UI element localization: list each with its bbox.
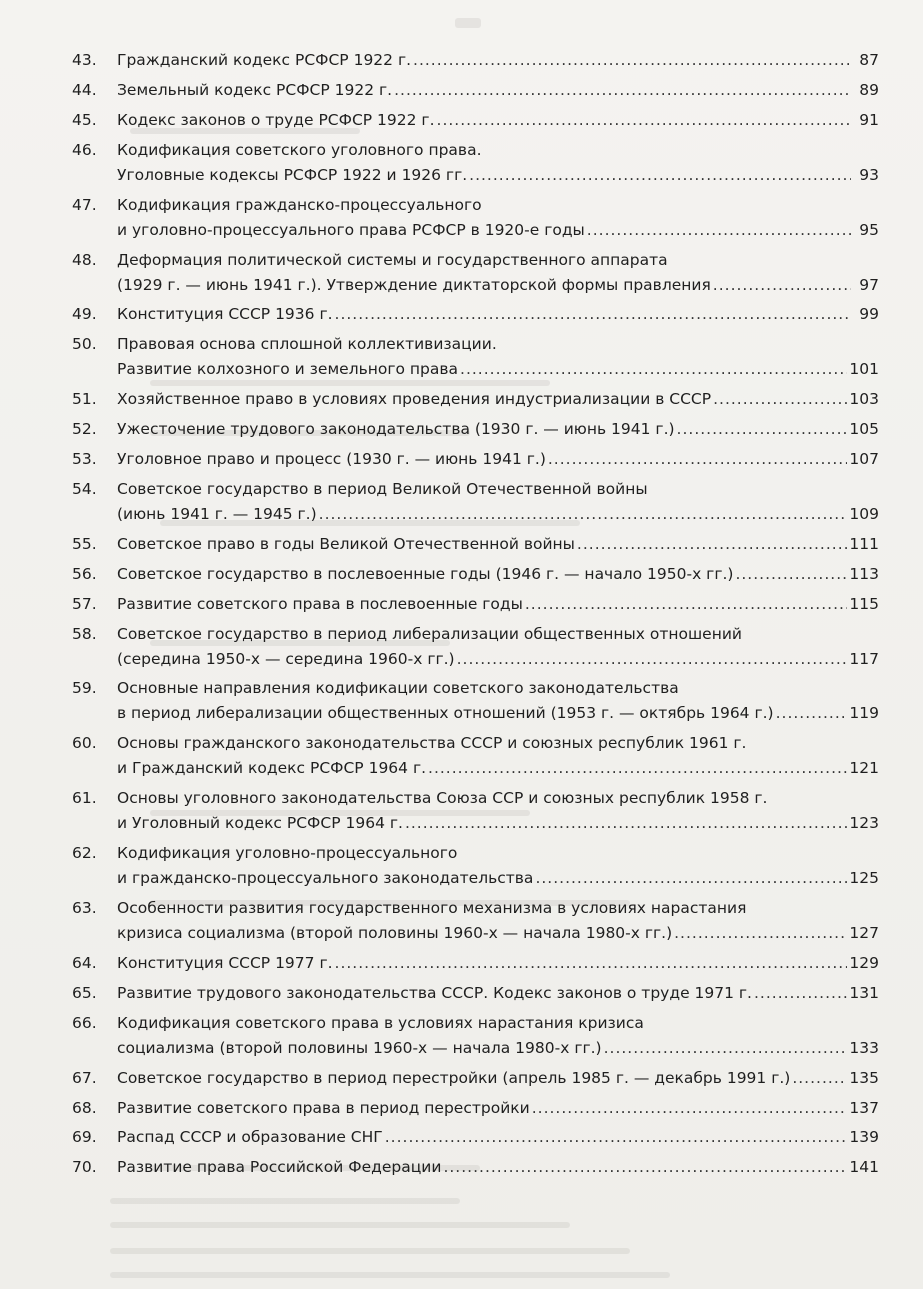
toc-page-number: 129	[849, 953, 879, 972]
toc-entry-title: Развитие советского права в период перестройки	[117, 1098, 530, 1117]
dot-leader	[677, 417, 848, 442]
toc-page-number: 111	[849, 534, 879, 553]
toc-entry-number: 59.	[72, 679, 97, 698]
toc-entry-number: 64.	[72, 953, 97, 972]
toc-page-number: 131	[849, 983, 879, 1002]
toc-entry-title: Уголовное право и процесс (1930 г. — июнь 1941 г.)	[117, 450, 546, 468]
toc-entry-number: 63.	[72, 899, 97, 917]
toc-entry-title: Хозяйственное право в условиях проведения индустриализации в СССР	[117, 390, 712, 409]
toc-entry-number: 62.	[72, 844, 97, 863]
toc-entry[interactable]	[0, 1011, 923, 1061]
toc-entry-number: 67.	[72, 1068, 97, 1087]
toc-entry-title: Правовая основа сплошной коллективизации.	[117, 335, 497, 354]
toc-entry-number: 50.	[72, 335, 97, 354]
toc-page-number: 141	[849, 1158, 879, 1177]
toc-entry-title: Развитие колхозного и земельного права	[117, 360, 459, 379]
toc-entry-title: Кодекс законов о труде РСФСР 1922 г.	[117, 110, 435, 129]
dot-leader	[548, 447, 848, 472]
toc-entry[interactable]	[0, 896, 923, 946]
toc-entry[interactable]	[0, 387, 923, 412]
toc-entry-title: Кодификация гражданско-процессуального	[117, 195, 482, 214]
toc-entry-title: и уголовно-процессуального права РСФСР в 1920-е годы	[117, 220, 585, 239]
toc-entry[interactable]	[0, 676, 923, 726]
toc-entry-number: 52.	[72, 420, 97, 439]
toc-entry-title: в период либерализации общественных отношений (1953 г. — октябрь 1964 г.)	[117, 704, 774, 723]
toc-page-number: 121	[849, 759, 879, 778]
toc-page-number: 89	[859, 80, 879, 99]
toc-entry[interactable]	[0, 1096, 923, 1121]
dot-leader	[405, 811, 847, 836]
dot-leader	[532, 1096, 848, 1121]
toc-entry-number: 53.	[72, 450, 97, 468]
toc-entry-number: 46.	[72, 140, 97, 159]
toc-entry-title: и Уголовный кодекс РСФСР 1964 г.	[117, 814, 403, 833]
toc-entry[interactable]	[0, 248, 923, 298]
toc-entry-title: Особенности развития государственного механизма в условиях нарастания	[117, 899, 747, 917]
toc-entry-title: Кодификация советского уголовного права.	[117, 140, 482, 159]
toc-page-number: 135	[849, 1068, 879, 1087]
dot-leader	[413, 48, 851, 73]
dot-leader	[457, 647, 848, 672]
toc-entry-title: (середина 1950-х — середина 1960-х гг.)	[117, 649, 455, 668]
dot-leader	[335, 302, 851, 327]
toc-entry-title: Советское государство в период либерализации общественных отношений	[117, 624, 742, 643]
toc-entry-title: Ужесточение трудового законодательства (1930 г. — июнь 1941 г.)	[117, 420, 675, 439]
toc-entry-title: Конституция СССР 1936 г.	[117, 305, 333, 324]
toc-entry-number: 44.	[72, 80, 97, 99]
toc-entry[interactable]	[0, 1066, 923, 1091]
toc-entry-title: Земельный кодекс РСФСР 1922 г.	[117, 80, 393, 99]
toc-entry-number: 66.	[72, 1013, 97, 1032]
toc-entry-number: 54.	[72, 479, 97, 498]
dot-leader	[394, 78, 851, 103]
dot-leader	[713, 273, 851, 298]
toc-page-number: 97	[859, 275, 879, 294]
dot-leader	[587, 218, 851, 243]
toc-page-number: 103	[849, 390, 879, 409]
toc-entry[interactable]	[0, 1155, 923, 1180]
toc-page-number: 139	[849, 1128, 879, 1147]
toc-entry[interactable]	[0, 108, 923, 133]
toc-entry[interactable]	[0, 477, 923, 527]
toc-entry[interactable]	[0, 532, 923, 557]
toc-page-number: 127	[849, 924, 879, 942]
dot-leader	[713, 387, 847, 412]
toc-entry-title: Советское право в годы Великой Отечественной войны	[117, 534, 575, 553]
toc-page-number: 109	[849, 504, 879, 523]
toc-entry-title: и гражданско-процессуального законодательства	[117, 869, 534, 888]
toc-entry[interactable]	[0, 981, 923, 1006]
toc-page-number: 93	[859, 165, 879, 184]
dot-leader	[428, 756, 847, 781]
toc-page-number: 101	[849, 360, 879, 379]
toc-page-number: 119	[849, 704, 879, 723]
toc-page-number: 133	[849, 1038, 879, 1057]
toc-page-number: 105	[849, 420, 879, 439]
dot-leader	[604, 1036, 848, 1061]
toc-entry-title: кризиса социализма (второй половины 1960-х — начала 1980-х гг.)	[117, 924, 673, 942]
toc-entry-title: Деформация политической системы и государственного аппарата	[117, 250, 668, 269]
toc-entry-number: 43.	[72, 51, 97, 69]
toc-entry[interactable]	[0, 951, 923, 976]
toc-entry-title: Кодификация советского права в условиях нарастания кризиса	[117, 1013, 644, 1032]
toc-entry[interactable]	[0, 138, 923, 188]
toc-entry-title: Основы гражданского законодательства СССР и союзных республик 1961 г.	[117, 734, 747, 753]
toc-entry-number: 57.	[72, 594, 97, 613]
toc-entry[interactable]	[0, 841, 923, 891]
toc-page-number: 115	[849, 594, 879, 613]
toc-entry[interactable]	[0, 592, 923, 617]
dot-leader	[577, 532, 847, 557]
toc-entry[interactable]	[0, 193, 923, 243]
toc-entry-title: Развитие советского права в послевоенные годы	[117, 594, 523, 613]
toc-entry[interactable]	[0, 417, 923, 442]
toc-entry-number: 55.	[72, 534, 97, 553]
toc-entry-number: 56.	[72, 564, 97, 583]
toc-entry-title: социализма (второй половины 1960-х — начала 1980-х гг.)	[117, 1038, 602, 1057]
toc-entry-number: 49.	[72, 305, 97, 324]
dot-leader	[319, 502, 848, 527]
toc-entry-title: Развитие трудового законодательства СССР. Кодекс законов о труде 1971 г.	[117, 983, 752, 1002]
toc-entry[interactable]	[0, 562, 923, 587]
toc-entry-number: 70.	[72, 1158, 97, 1177]
toc-entry-number: 51.	[72, 390, 97, 409]
dot-leader	[754, 981, 847, 1006]
toc-entry-title: (июнь 1941 г. — 1945 г.)	[117, 504, 317, 523]
toc-entry-number: 61.	[72, 789, 97, 808]
toc-page-number: 95	[859, 220, 879, 239]
toc-entry-number: 60.	[72, 734, 97, 753]
toc-entry-title: Распад СССР и образование СНГ	[117, 1128, 383, 1147]
dot-leader	[443, 1155, 847, 1180]
toc-entry[interactable]	[0, 1125, 923, 1150]
dot-leader	[525, 592, 848, 617]
toc-entry[interactable]	[0, 447, 923, 472]
toc-page-number: 137	[849, 1098, 879, 1117]
toc-entry[interactable]	[0, 48, 923, 73]
dot-leader	[735, 562, 847, 587]
toc-entry-number: 68.	[72, 1098, 97, 1117]
toc-entry-number: 48.	[72, 250, 97, 269]
toc-entry-number: 47.	[72, 195, 97, 214]
toc-entry-title: (1929 г. — июнь 1941 г.). Утверждение диктаторской формы правления	[117, 275, 711, 294]
toc-entry-title: Уголовные кодексы РСФСР 1922 и 1926 гг.	[117, 165, 468, 184]
dot-leader	[792, 1066, 847, 1091]
toc-entry-title: Советское государство в период Великой Отечественной войны	[117, 479, 648, 498]
dot-leader	[469, 163, 851, 188]
toc-page-number: 125	[849, 869, 879, 888]
dot-leader	[335, 951, 848, 976]
toc-entry-title: Развитие права Российской Федерации	[117, 1158, 442, 1177]
dot-leader	[674, 921, 847, 946]
toc-entry-number: 65.	[72, 983, 97, 1002]
dot-leader	[385, 1125, 848, 1150]
toc-entry-title: Гражданский кодекс РСФСР 1922 г.	[117, 51, 412, 69]
toc-entry-title: Основы уголовного законодательства Союза ССР и союзных республик 1958 г.	[117, 789, 768, 808]
dot-leader	[535, 866, 847, 891]
toc-entry-number: 69.	[72, 1128, 97, 1147]
toc-page-number: 107	[849, 450, 879, 468]
toc-page-number: 123	[849, 814, 879, 833]
toc-entry-title: и Гражданский кодекс РСФСР 1964 г.	[117, 759, 427, 778]
toc-entry[interactable]	[0, 731, 923, 781]
toc-page-number: 87	[859, 51, 879, 69]
dot-leader	[460, 357, 847, 382]
dot-leader	[437, 108, 851, 133]
toc-entry-title: Конституция СССР 1977 г.	[117, 953, 333, 972]
toc-entry[interactable]	[0, 302, 923, 327]
toc-entry[interactable]	[0, 622, 923, 672]
toc-page-number: 117	[849, 649, 879, 668]
toc-page-number: 99	[859, 305, 879, 324]
toc-page-number: 91	[859, 110, 879, 129]
toc-page-number: 113	[849, 564, 879, 583]
toc-entry-title: Советское государство в период перестройки (апрель 1985 г. — декабрь 1991 г.)	[117, 1068, 791, 1087]
toc-entry-number: 45.	[72, 110, 97, 129]
toc-entry[interactable]	[0, 78, 923, 103]
toc-entry-title: Советское государство в послевоенные годы (1946 г. — начало 1950-х гг.)	[117, 564, 734, 583]
toc-entry-title: Кодификация уголовно-процессуального	[117, 844, 458, 863]
dot-leader	[776, 701, 848, 726]
toc-entry-title: Основные направления кодификации советского законодательства	[117, 679, 679, 698]
toc-entry-number: 58.	[72, 624, 97, 643]
toc-entry[interactable]	[0, 332, 923, 382]
toc-entry[interactable]	[0, 786, 923, 836]
